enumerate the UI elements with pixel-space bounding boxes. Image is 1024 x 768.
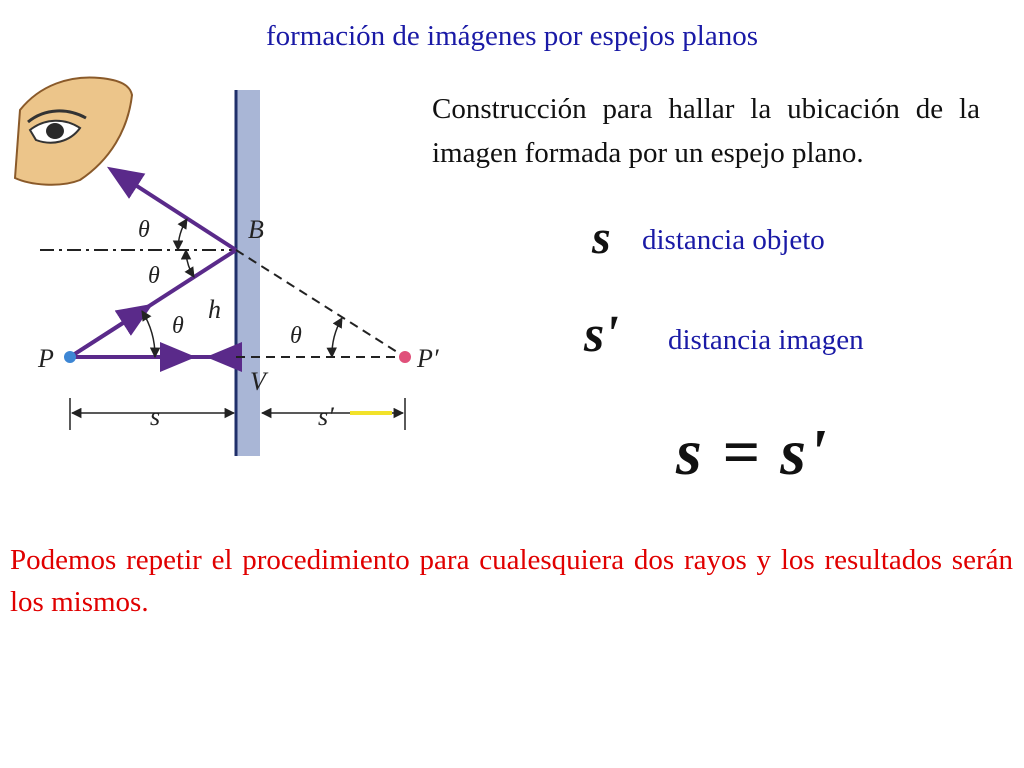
- eye-illustration: [15, 77, 132, 184]
- label-B: B: [248, 215, 264, 244]
- label-theta-P-prime: θ: [290, 323, 302, 349]
- angle-arc-at-P: [142, 311, 155, 357]
- label-h: h: [208, 295, 221, 324]
- label-P: P: [38, 344, 54, 373]
- mirror-surface: [236, 90, 260, 456]
- label-s: s: [150, 402, 161, 431]
- label-s-prime: s′: [318, 402, 334, 431]
- virtual-ray-extension: [236, 250, 405, 357]
- label-V: V: [250, 367, 266, 396]
- slide-title: formación de imágenes por espejos planos: [265, 20, 759, 52]
- image-distance-label: distancia imagen: [668, 324, 864, 356]
- description-text: Construcción para hallar la ubicación de la imagen formada por un espejo plano.: [432, 93, 980, 169]
- conclusion-text: Podemos repetir el procedimiento para cualesquiera dos rayos y los resultados serán los mismos.: [10, 544, 1013, 619]
- image-distance-symbol: s': [584, 306, 619, 363]
- label-theta-incident: θ: [148, 263, 160, 289]
- label-P-prime: P′: [417, 344, 439, 373]
- label-theta-reflected: θ: [138, 217, 150, 243]
- object-distance-symbol: s: [592, 211, 611, 264]
- angle-arc-reflected: [178, 219, 187, 250]
- object-point: [64, 351, 76, 363]
- reflected-ray: [112, 170, 236, 250]
- image-point: [399, 351, 411, 363]
- label-theta-P: θ: [172, 313, 184, 339]
- angle-arc-incident: [186, 250, 194, 277]
- plane-mirror-diagram: [0, 60, 439, 480]
- distance-equation: s = s': [676, 416, 829, 489]
- angle-arc-at-P-prime: [332, 318, 342, 357]
- object-distance-label: distancia objeto: [642, 224, 825, 256]
